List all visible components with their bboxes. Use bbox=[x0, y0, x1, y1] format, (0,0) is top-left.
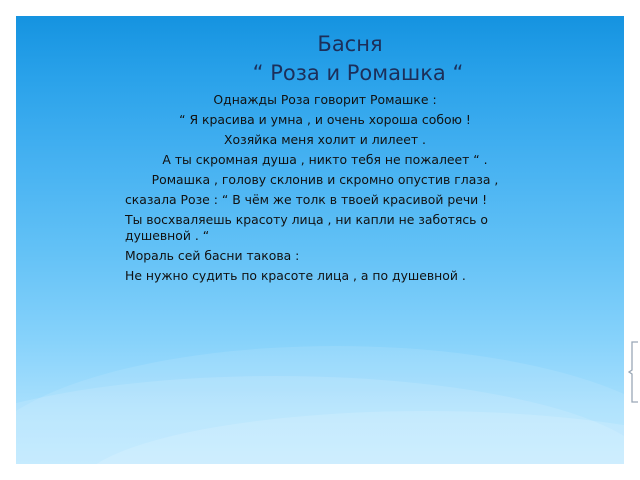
slide-title bbox=[16, 30, 624, 88]
body-line: “ Я красива и умна , и очень хороша собою ! bbox=[179, 112, 471, 127]
title-line-2: “ Роза и Ромашка “ bbox=[252, 61, 464, 85]
title-line-1: Басня bbox=[317, 32, 383, 56]
body-line: А ты скромная душа , никто тебя не пожалеет “ . bbox=[162, 152, 488, 167]
body-line: сказала Розе : “ В чём же толк в твоей красивой речи ! bbox=[125, 192, 488, 207]
body-line: Ромашка , голову склонив и скромно опустив глаза , bbox=[151, 172, 499, 187]
slide-edge-bracket bbox=[628, 340, 640, 404]
body-line: Однажды Роза говорит Ромашке : bbox=[213, 92, 437, 107]
body-line: Не нужно судить по красоте лица , а по душевной . bbox=[125, 268, 466, 283]
body-line: Хозяйка меня холит и лилеет . bbox=[224, 132, 426, 147]
body-line: Мораль сей басни такова : bbox=[125, 248, 300, 263]
slide-body bbox=[125, 92, 525, 288]
slide bbox=[16, 16, 624, 464]
body-line: Ты восхваляешь красоту лица , ни капли не заботясь о душевной . “ bbox=[125, 212, 488, 243]
